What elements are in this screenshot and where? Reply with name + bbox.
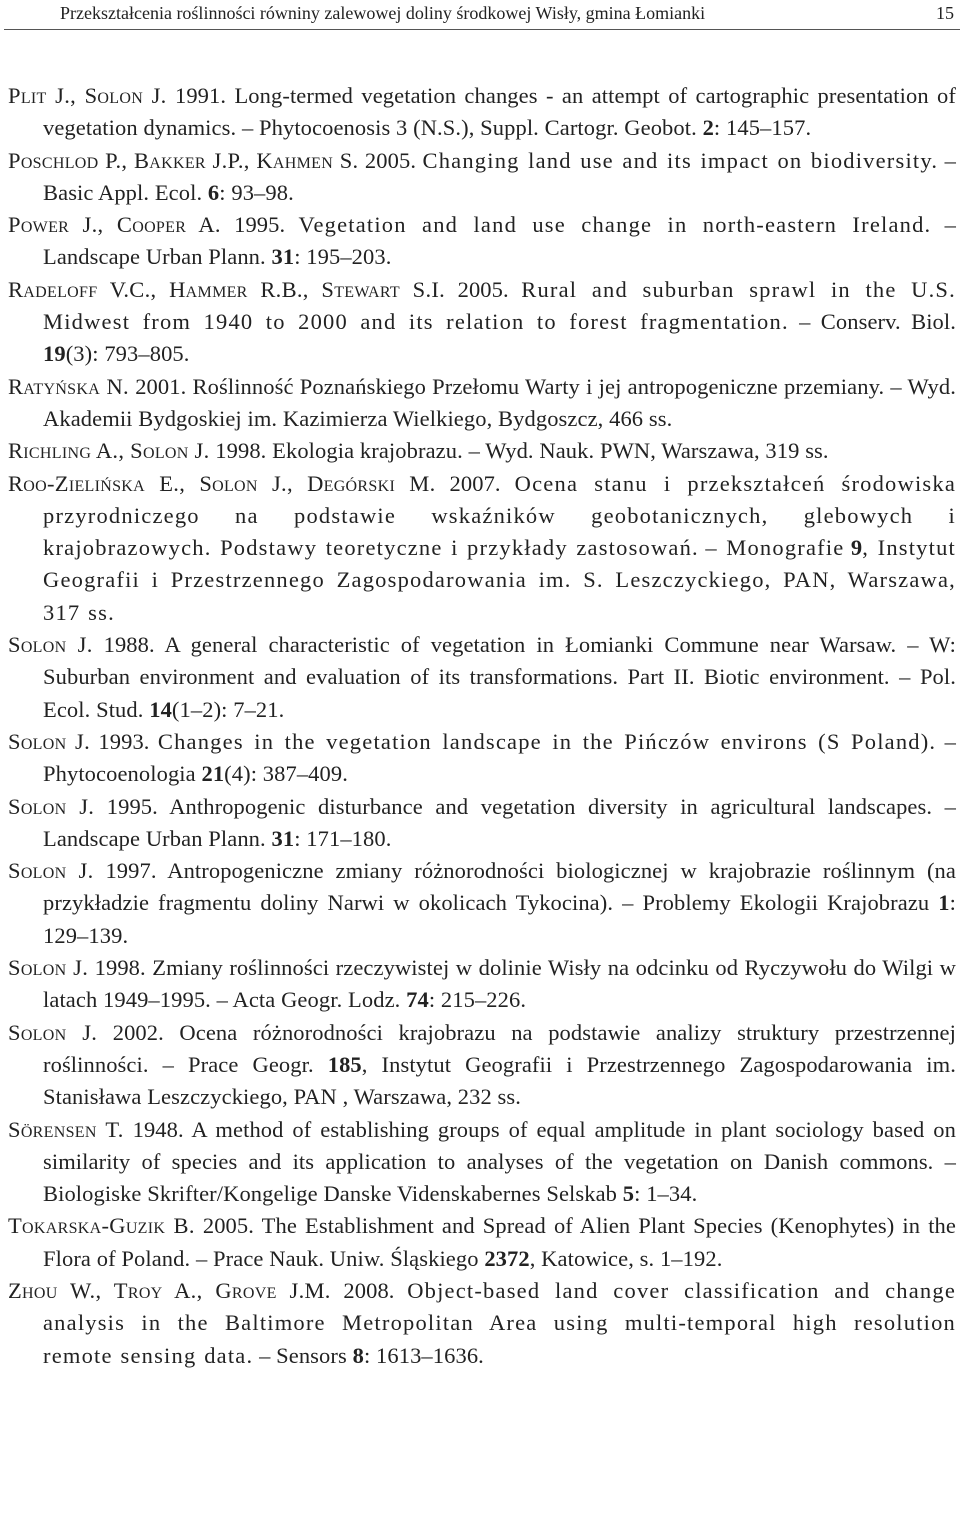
reference-year: 1995. bbox=[106, 793, 158, 819]
reference-source: – Monografie bbox=[705, 535, 845, 561]
reference-title: Roślinność Poznańskiego Przełomu Warty i jej antropogeniczne przemiany. bbox=[192, 373, 885, 399]
reference-year: 2007. bbox=[449, 470, 501, 496]
reference-pages: (4): 387–409. bbox=[224, 761, 348, 787]
reference-title: Object-based land cover classification and change analysis in the Baltimore Metropolitan Area using multi-temporal high resolution remote sensing data. bbox=[43, 1277, 957, 1368]
reference-source: – Wyd. Nauk. PWN, Warszawa, 319 ss. bbox=[468, 438, 829, 464]
reference-source: – Problemy Ekologii Krajobrazu bbox=[622, 890, 930, 916]
reference-year: 1997. bbox=[105, 858, 157, 884]
reference-volume: 31 bbox=[271, 825, 295, 851]
reference-authors: Plit J., Solon J. bbox=[8, 83, 167, 108]
reference-source: – Conserv. Biol. bbox=[799, 309, 956, 335]
reference-source: – Sensors bbox=[259, 1342, 347, 1368]
reference-year: 2001. bbox=[135, 373, 187, 399]
reference-pages: : 171–180. bbox=[294, 825, 392, 851]
reference-year: 2002. bbox=[112, 1019, 164, 1045]
reference-source: – Basic Appl. Ecol. bbox=[43, 147, 956, 205]
reference-year: 1993. bbox=[98, 728, 150, 754]
reference-volume: 6 bbox=[207, 179, 220, 205]
reference-authors: Solon J. bbox=[8, 955, 89, 981]
reference-entry bbox=[8, 855, 956, 952]
reference-title: The Establishment and Spread of Alien Plant Species (Kenophytes) in the Flora of Poland. bbox=[43, 1213, 956, 1271]
reference-source: – Pol. Ecol. Stud. bbox=[43, 664, 956, 722]
reference-volume: 8 bbox=[352, 1342, 364, 1368]
reference-pages: (3): 793–805. bbox=[65, 341, 190, 367]
reference-entry bbox=[8, 371, 956, 436]
reference-pages: : 195–203. bbox=[294, 244, 392, 270]
reference-pages: (1–2): 7–21. bbox=[171, 696, 285, 722]
reference-title: Changes in the vegetation landscape in the Pińczów environs (S Poland). bbox=[157, 728, 937, 754]
reference-list bbox=[8, 80, 956, 1372]
reference-source: – Phytocoenologia bbox=[43, 728, 956, 787]
reference-title: Ocena stanu i przekształceń środowiska przyrodniczego na podstawie wskaźników geobotanicznych, glebowych i krajobrazowych. Podstawy teoretyczne i przykłady zastosowań. bbox=[43, 470, 957, 561]
reference-volume: 2 bbox=[702, 115, 714, 141]
reference-entry bbox=[8, 468, 956, 629]
reference-volume: 19 bbox=[43, 341, 66, 367]
reference-pages: : 1613–1636. bbox=[363, 1342, 484, 1368]
reference-year: 1948. bbox=[132, 1116, 184, 1142]
reference-source: – Biologiske Skrifter/Kongelige Danske Videnskabernes Selskab bbox=[43, 1148, 956, 1207]
reference-authors: Richling A., Solon J. bbox=[8, 438, 210, 464]
reference-year: 2005. bbox=[202, 1213, 254, 1239]
reference-entry bbox=[8, 435, 956, 467]
reference-entry bbox=[8, 209, 956, 274]
reference-volume: 21 bbox=[201, 761, 225, 787]
reference-volume: 74 bbox=[406, 987, 429, 1013]
reference-title: Vegetation and land use change in north-eastern Ireland. bbox=[298, 212, 932, 238]
reference-source: – Prace Nauk. Uniw. Śląskiego bbox=[195, 1245, 479, 1271]
reference-authors: Roo-Zielińska E., Solon J., Degórski M. bbox=[8, 470, 436, 496]
running-header bbox=[4, 0, 960, 30]
reference-entry bbox=[8, 274, 956, 371]
reference-volume: 185 bbox=[327, 1051, 362, 1077]
reference-entry bbox=[8, 726, 956, 791]
reference-pages: , Instytut Geografii i Przestrzennego Zagospodarowania im. Stanisława Leszczyckiego, PAN , Warszawa, 232 ss. bbox=[43, 1051, 956, 1110]
reference-entry bbox=[8, 629, 956, 726]
reference-pages: , Katowice, s. 1–192. bbox=[529, 1245, 723, 1271]
reference-year: 1995. bbox=[234, 212, 286, 238]
reference-year: 1998. bbox=[94, 955, 146, 981]
reference-entry bbox=[8, 952, 956, 1017]
reference-authors: Solon J. bbox=[8, 793, 95, 819]
reference-volume: 5 bbox=[622, 1181, 635, 1207]
reference-authors: Solon J. bbox=[8, 858, 94, 884]
reference-volume: 1 bbox=[938, 890, 950, 916]
reference-title: Rural and suburban sprawl in the U.S. Midwest from 1940 to 2000 and its relation to forest fragmentation. bbox=[43, 276, 956, 335]
reference-pages: : 129–139. bbox=[43, 890, 956, 948]
reference-entry bbox=[8, 1017, 956, 1114]
reference-source: – Wyd. Akademii Bydgoskiej im. Kazimierza Wielkiego, Bydgoszcz, 466 ss. bbox=[43, 373, 956, 431]
page-number: 15 bbox=[936, 3, 954, 23]
reference-volume: 31 bbox=[271, 244, 295, 270]
reference-authors: Solon J. bbox=[8, 728, 91, 754]
reference-authors: Solon J. bbox=[8, 632, 93, 658]
reference-title: Antropogeniczne zmiany różnorodności biologicznej w krajobrazie roślinnym (na przykładzie fragmentu doliny Narwi w okolicach Tykocina). bbox=[43, 858, 956, 916]
reference-pages: : 1–34. bbox=[634, 1181, 698, 1207]
reference-authors: Poschlod P., Bakker J.P., Kahmen S. bbox=[8, 147, 359, 173]
reference-volume: 9 bbox=[850, 535, 863, 561]
reference-entry bbox=[8, 1114, 956, 1211]
reference-year: 2005. bbox=[364, 147, 417, 173]
reference-pages: , Instytut Geografii i Przestrzennego Zagospodarowania im. S. Leszczyckiego, PAN, Warszawa, 317 ss. bbox=[43, 535, 956, 625]
reference-title: A general characteristic of vegetation in Łomianki Commune near Warsaw. – W: Suburban environment and evaluation of its transformations. Part II. Biotic environment. bbox=[43, 632, 956, 690]
reference-title: Ocena różnorodności krajobrazu na podstawie analizy struktury przestrzennej roślinności. bbox=[43, 1019, 956, 1077]
reference-source: – Phytocoenosis 3 (N.S.), Suppl. Cartogr. Geobot. bbox=[241, 115, 697, 141]
reference-authors: Zhou W., Troy A., Grove J.M. bbox=[8, 1277, 331, 1303]
reference-title: Long-termed vegetation changes - an attempt of cartographic presentation of vegetation dynamics. bbox=[43, 83, 956, 141]
running-title: Przekształcenia roślinności równiny zalewowej doliny środkowej Wisły, gmina Łomianki bbox=[60, 3, 706, 23]
reference-source: – Landscape Urban Plann. bbox=[43, 793, 957, 851]
reference-year: 2005. bbox=[457, 276, 509, 302]
reference-title: Anthropogenic disturbance and vegetation diversity in agricultural landscapes. bbox=[169, 793, 933, 819]
reference-title: A method of establishing groups of equal amplitude in plant sociology based on similarity of species and its application to analyses of the vegetation on Danish commons. bbox=[43, 1116, 957, 1174]
reference-entry bbox=[8, 1210, 956, 1275]
reference-authors: Solon J. bbox=[8, 1019, 98, 1045]
reference-year: 1998. bbox=[215, 438, 267, 464]
reference-authors: Ratyńska N. bbox=[8, 373, 129, 399]
reference-authors: Power J., Cooper A. bbox=[8, 212, 221, 238]
reference-pages: : 215–226. bbox=[428, 987, 527, 1013]
reference-authors: Tokarska-Guzik B. bbox=[8, 1213, 195, 1239]
reference-volume: 2372 bbox=[484, 1245, 530, 1271]
reference-entry bbox=[8, 145, 956, 210]
reference-title: Ekologia krajobrazu. bbox=[272, 438, 463, 464]
reference-title: Zmiany roślinności rzeczywistej w dolinie Wisły na odcinku od Ryczywołu do Wilgi w latach 1949–1995. bbox=[43, 955, 956, 1013]
reference-authors: Radeloff V.C., Hammer R.B., Stewart S.I. bbox=[8, 276, 446, 302]
reference-entry bbox=[8, 1275, 956, 1372]
reference-year: 1988. bbox=[103, 632, 155, 658]
reference-authors: Sörensen T. bbox=[8, 1116, 124, 1142]
reference-volume: 14 bbox=[149, 696, 172, 722]
reference-year: 2008. bbox=[343, 1277, 395, 1303]
reference-source: – Acta Geogr. Lodz. bbox=[216, 987, 401, 1013]
reference-pages: : 145–157. bbox=[713, 115, 812, 141]
reference-year: 1991. bbox=[174, 83, 227, 108]
reference-source: – Prace Geogr. bbox=[162, 1051, 314, 1077]
reference-source: – Landscape Urban Plann. bbox=[43, 212, 956, 270]
reference-entry bbox=[8, 80, 956, 145]
reference-title: Changing land use and its impact on biodiversity. bbox=[422, 147, 939, 173]
reference-entry bbox=[8, 791, 956, 856]
reference-pages: : 93–98. bbox=[219, 179, 294, 205]
